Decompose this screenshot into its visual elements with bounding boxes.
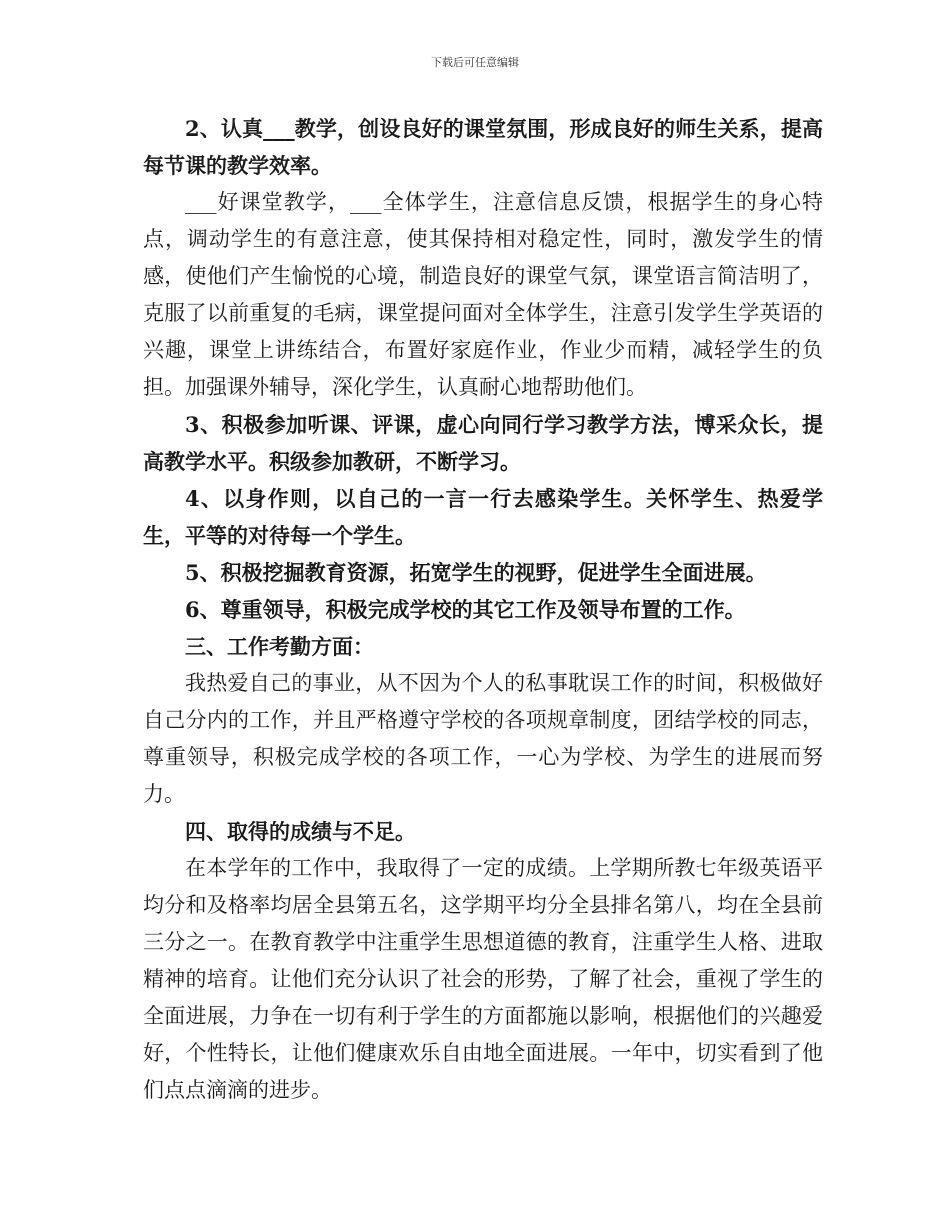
paragraph-classroom-teaching: ___好课堂教学，___全体学生，注意信息反馈，根据学生的身心特点，调动学生的有意注意，使其保持相对稳定性，同时，激发学生的情感，使他们产生愉悦的心境，制造良好的课堂气氛，课堂语言简洁明了，克服了以前重复的毛病，课堂提问面对全体学生，注意引发学生学英语的兴趣，课堂上讲练结合，布置好家庭作业，作业少而精，减轻学生的负担。加强课外辅导，深化学生，认真耐心地帮助他们。 bbox=[143, 190, 823, 399]
paragraph-item-5: 5、积极挖掘教育资源，拓宽学生的视野，促进学生全面进展。 bbox=[185, 560, 767, 585]
paragraph-item-2: 2、认真___教学，创设良好的课堂氛围，形成良好的师生关系，提高每节课的教学效率。 bbox=[143, 116, 823, 178]
paragraph-item-3: 3、积极参加听课、评课，虚心向同行学习教学方法，博采众长，提高教学水平。积级参加教研，不断学习。 bbox=[143, 412, 823, 474]
section-heading-achievements: 四、取得的成绩与不足。 bbox=[185, 819, 416, 844]
document-body bbox=[143, 110, 823, 1109]
page-header-note: 下载后可任意编辑 bbox=[431, 56, 519, 69]
section-heading-attendance: 三、工作考勤方面： bbox=[185, 634, 374, 659]
paragraph-attendance: 我热爱自己的事业，从不因为个人的私事耽误工作的时间，积极做好自己分内的工作，并且严格遵守学校的各项规章制度，团结学校的同志，尊重领导，积极完成学校的各项工作，一心为学校、为学生的进展而努力。 bbox=[143, 671, 823, 806]
paragraph-achievements: 在本学年的工作中，我取得了一定的成绩。上学期所教七年级英语平均分和及格率均居全县第五名，这学期平均分全县排名第八，均在全县前三分之一。在教育教学中注重学生思想道德的教育，注重学生人格、进取精神的培育。让他们充分认识了社会的形势，了解了社会，重视了学生的全面进展，力争在一切有利于学生的方面都施以影响，根据他们的兴趣爱好，个性特长，让他们健康欢乐自由地全面进展。一年中，切实看到了他们点点滴滴的进步。 bbox=[143, 856, 823, 1102]
paragraph-item-4: 4、以身作则，以自己的一言一行去感染学生。关怀学生、热爱学生，平等的对待每一个学生。 bbox=[143, 486, 823, 548]
paragraph-item-6: 6、尊重领导，积极完成学校的其它工作及领导布置的工作。 bbox=[185, 597, 746, 622]
